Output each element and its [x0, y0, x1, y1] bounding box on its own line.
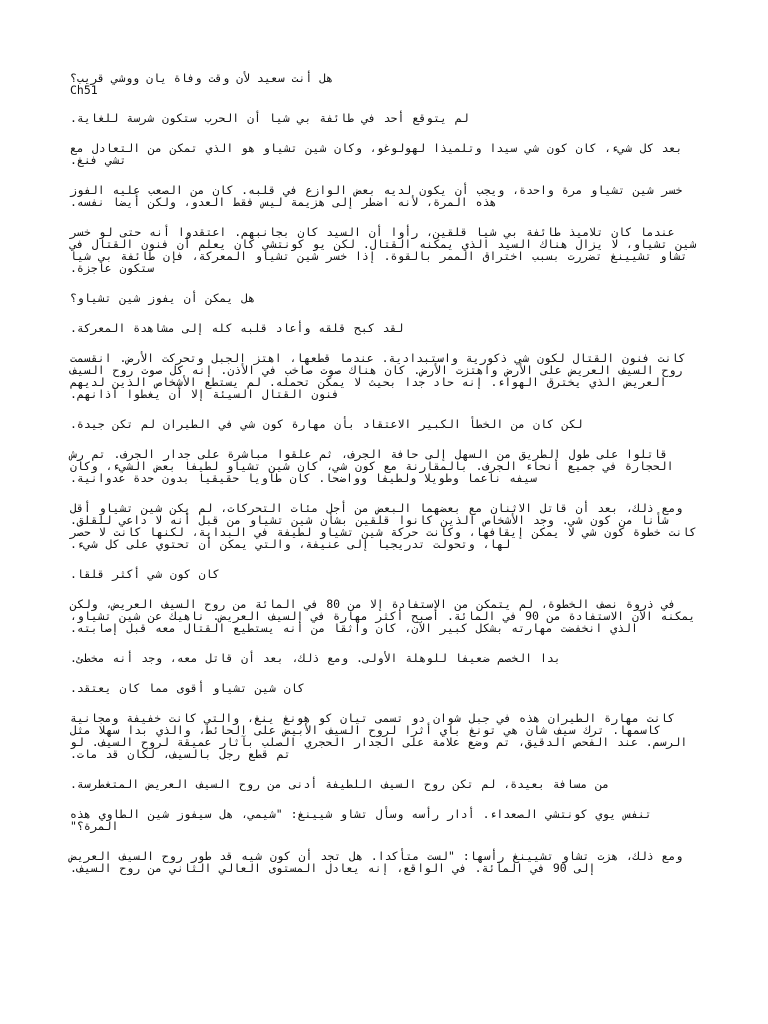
paragraph: عندما كان تلاميذ طائفة بي شيا قلقين، رأوا أن السيد كان بجانبهم. اعتقدوا أنه حتى لو خسر شين تشياو، لا يزال هناك السيد الذي يمكنه القتال. لكن يو كونتشي كان يعلم أن فنون القتال في تشاو تشيينغ تضررت بسبب اختراق الممر بالقوة. إذا خسر شين تشياو المعركة، فإن طائفة بي شيا ستكون عاجزة. [70, 225, 697, 275]
chapter-number: Ch51 [70, 83, 98, 97]
paragraph: ومع ذلك، بعد أن قاتل الاثنان مع بعضهما البعض من أجل مئات التحركات، لم يكن شين تشياو أقل شأنا من كون شي. وجد الأشخاص الذين كانوا قلقين بشأن شين تشياو من قبل أنه لا داعي للقلق. كانت خطوة كون شي لا يمكن إيقافها، وكانت حركة شين تشياو لطيفة في البداية، لكنها كانت لا حصر لها، وتحولت تدريجيا إلى عنيفة، والتي يمكن أن تحتوي على كل شيء. [70, 501, 697, 551]
paragraph: لم يتوقع أحد في طائفة بي شيا أن الحرب ستكون شرسة للغاية. [70, 111, 469, 125]
paragraph: لكن كان من الخطأ الكبير الاعتقاد بأن مهارة كون شي في الطيران لم تكن جيدة. [70, 417, 583, 431]
chapter-header [70, 72, 698, 96]
paragraph: خسر شين تشياو مرة واحدة، ويجب أن يكون لديه بعض الوازع في قلبه. كان من الصعب عليه الفوز هذه المرة، لأنه اضطر إلى هزيمة ليس فقط العدو، ولكن أيضا نفسه. [70, 183, 683, 209]
paragraph: كان شين تشياو أقوى مما كان يعتقد. [70, 681, 305, 695]
paragraph: بعد كل شيء، كان كون شي سيدا وتلميذا لهولوغو، وكان شين تشياو هو الذي تمكن من التعادل مع تشي فنغ. [70, 141, 683, 167]
paragraph: كانت فنون القتال لكون شي ذكورية واستبدادية. عندما قطعها، اهتز الجبل وتحركت الأرض. انقسمت روح السيف العريض على الأرض واهتزت الأرض. كان هناك صوت صاخب في الأذن. إنه كل صوت روح السيف العريض الذي يخترق الهواء. إنه حاد جدا بحيث لا يمكن تحمله. لم يستطع الأشخاص الذين لديهم فنون القتال السيئة إلا أن يغطوا آذانهم. [70, 351, 686, 401]
paragraph: بدا الخصم ضعيفا للوهلة الأولى. ومع ذلك، بعد أن قاتل معه، وجد أنه مخطئ. [70, 651, 561, 665]
paragraph: في ذروة نصف الخطوة، لم يتمكن من الاستفادة إلا من 80 في المائة من روح السيف العريض، ولكن يمكنه الآن الاستفادة من 90 في المائة. أصبح أكثر مهارة في السيف العريض. ناهيك عن شين تشياو، الذي انخفضت مهارته بشكل كبير الآن، كان واثقا من أنه يستطيع القتال معه قبل إصابته. [70, 597, 696, 635]
paragraph: قاتلوا على طول الطريق من السهل إلى حافة الجرف، ثم علقوا مباشرة على جدار الجرف. تم رش الحجارة في جميع أنحاء الجرف. بالمقارنة مع كون شي، كان شين تشياو لطيفا بعض الشيء، وكان سيفه ناعما وطويلا ولطيفا وواضحا. كان طاويا حقيقيا بدون حدة عدوانية. [70, 447, 674, 485]
paragraph: تنفس يوي كونتشي الصعداء. أدار رأسه وسأل تشاو شيينغ: "شيمي، هل سيفوز شين الطاوي هذه المرة؟" [70, 807, 652, 833]
paragraph: ومع ذلك، هزت تشاو تشيينغ رأسها: "لست متأكدا. هل تجد أن كون شيه قد طور روح السيف العريض إلى 90 في المائة. في الواقع، إنه يعادل المستوى العالي الثاني من روح السيف. [70, 849, 683, 875]
paragraph: كان كون شي أكثر قلقا. [70, 567, 220, 581]
paragraph: هل يمكن أن يفوز شين تشياو؟ [70, 291, 256, 305]
chapter-title: هل أنت سعيد لأن وقت وفاة يان ووشي قريب؟ [70, 71, 334, 85]
document-page [70, 72, 698, 892]
paragraph: لقد كبح قلقه وأعاد قلبه كله إلى مشاهدة المعركة. [70, 321, 404, 335]
paragraph: كانت مهارة الطيران هذه في جبل شوان دو تسمى تيان كو هونغ ينغ، والتي كانت خفيفة ومجانية كاسمها. ترك سيف شان هي تونغ باي أثرا لروح السيف الأبيض على الحائط، والذي بدا سهلا مثل الرسم. عند الفحص الدقيق، تم وضع علامة على الجدار الحجري الصلب بآثار عميقة لروح السيف. لو تم قطع رجل بالسيف، لكان قد مات. [70, 711, 688, 761]
paragraph: من مسافة بعيدة، لم تكن روح السيف اللطيفة أدنى من روح السيف العريض المتغطرسة. [70, 777, 610, 791]
